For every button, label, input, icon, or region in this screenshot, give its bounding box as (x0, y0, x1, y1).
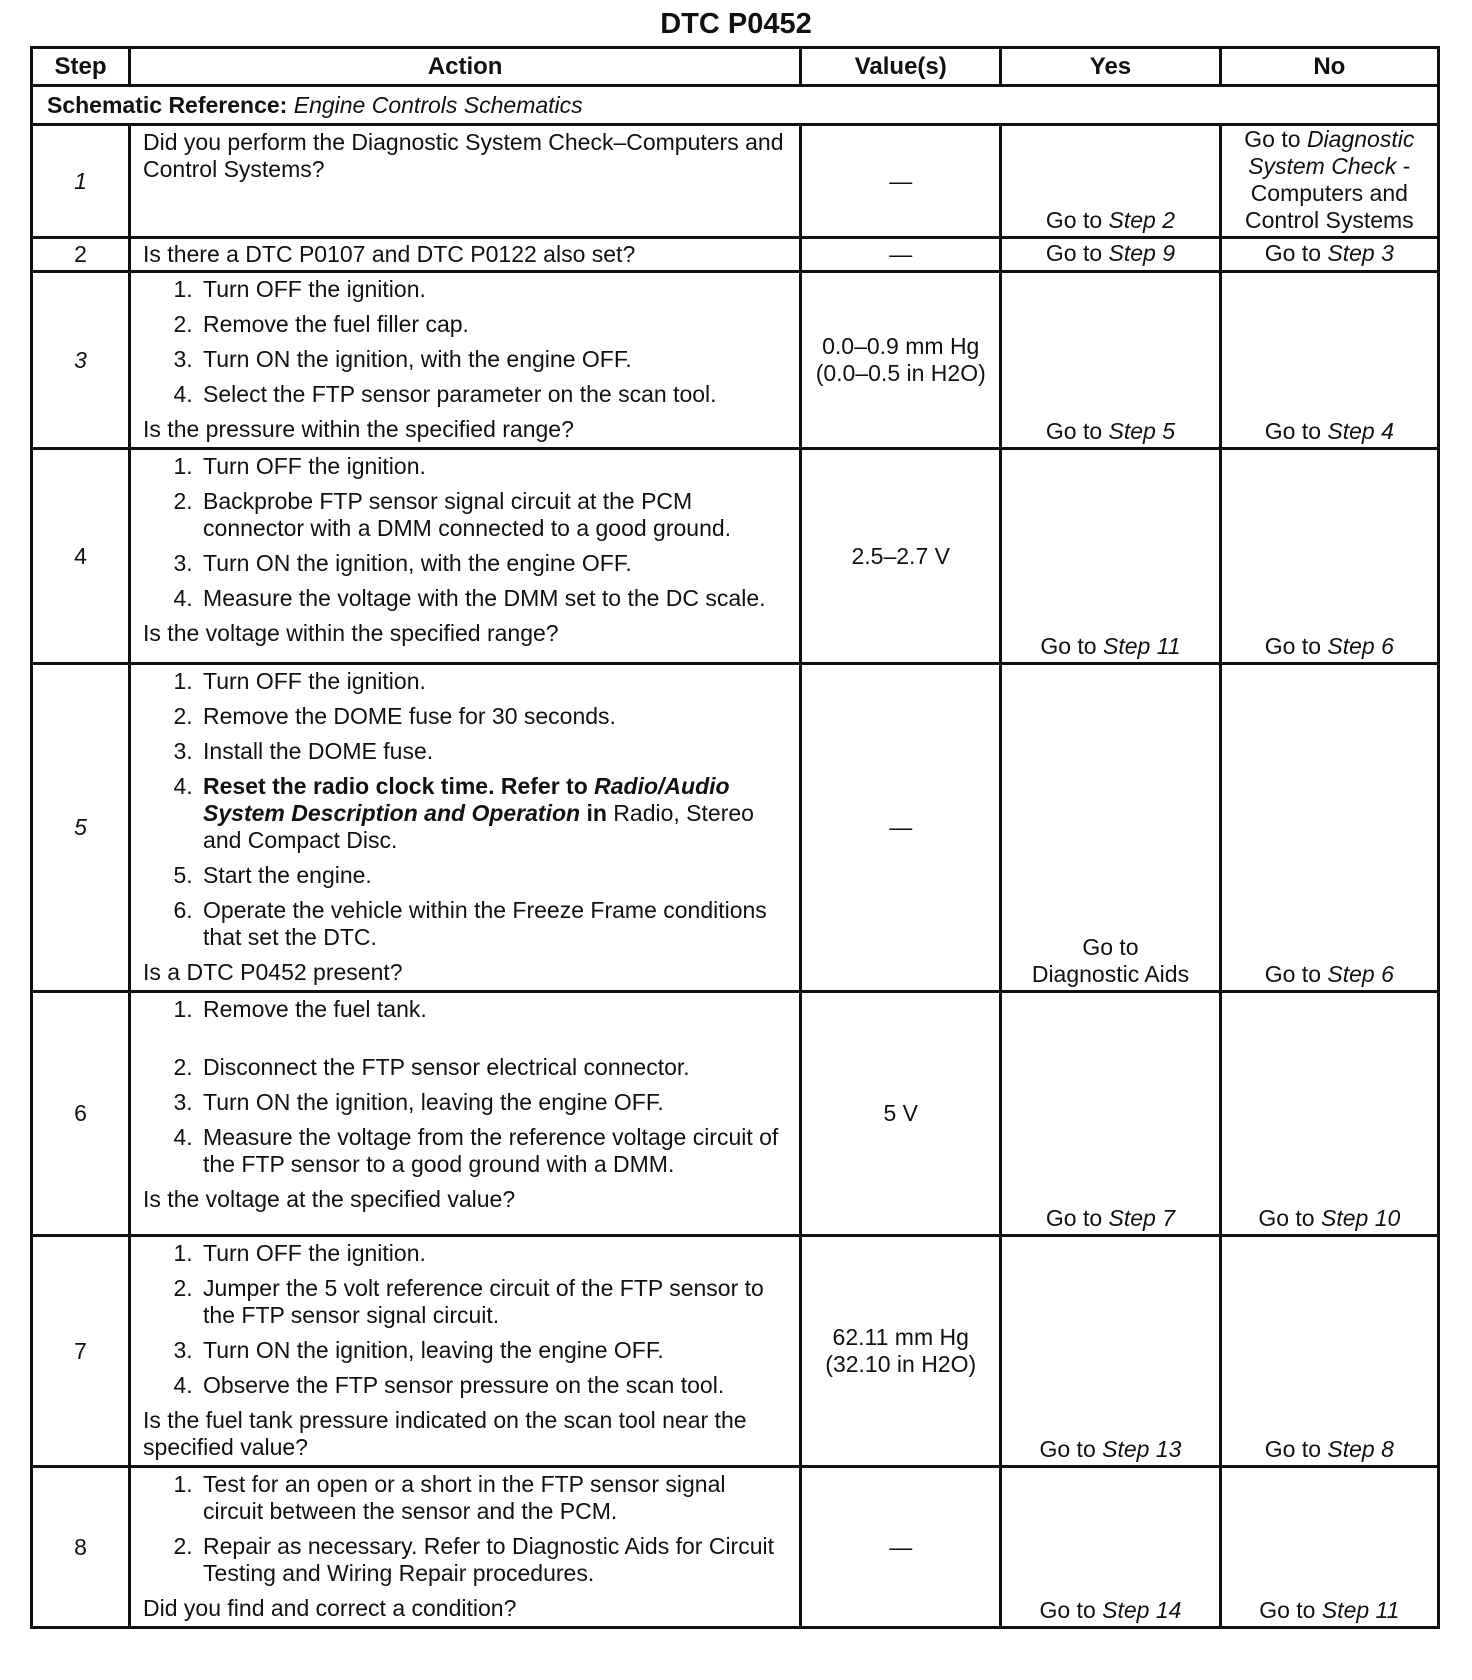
no-cell (1220, 125, 1438, 238)
header-action: Action (130, 48, 801, 86)
no-prefix: Go to (1264, 240, 1321, 266)
procedure-item: 4. Select the FTP sensor parameter on the scan tool. (199, 381, 789, 408)
schematic-reference (32, 86, 1439, 125)
value-cell: — (801, 664, 1001, 992)
procedure-item: 1. Turn OFF the ignition. (199, 453, 789, 480)
yes-target: Step 11 (1102, 633, 1181, 659)
yes-prefix: Go to (1045, 1205, 1103, 1231)
no-target: Step 11 (1321, 1597, 1400, 1623)
step-number: 8 (32, 1467, 130, 1628)
table-row (32, 238, 1439, 272)
no-prefix: Go to (1264, 961, 1321, 987)
procedure-list (143, 996, 789, 1178)
schematic-reference-label: Schematic Reference: (47, 91, 288, 118)
table-row (32, 1467, 1439, 1628)
procedure-list (143, 668, 789, 951)
no-cell (1220, 272, 1438, 449)
yes-prefix: Go to (1045, 418, 1103, 444)
procedure-list (143, 1240, 789, 1399)
yes-cell (1001, 449, 1220, 664)
procedure-item: 1. Turn OFF the ignition. (199, 1240, 789, 1267)
action-question: Is there a DTC P0107 and DTC P0122 also set? (143, 241, 636, 267)
procedure-item: 2. Jumper the 5 volt reference circuit of the FTP sensor to the FTP sensor signal circuit. (199, 1275, 789, 1329)
yes-target: Step 7 (1108, 1205, 1176, 1231)
no-prefix: Go to (1264, 1436, 1321, 1462)
procedure-text: in (586, 800, 607, 826)
header-step: Step (32, 48, 130, 86)
procedure-item: 3. Turn ON the ignition, leaving the engine OFF. (199, 1089, 789, 1116)
action-question: Is the voltage within the specified range? (143, 620, 559, 646)
no-cell (1220, 449, 1438, 664)
no-target: Step 6 (1327, 633, 1394, 659)
yes-prefix: Go to (1039, 1436, 1096, 1462)
step-number: 5 (32, 664, 130, 992)
no-target: Step 10 (1320, 1205, 1401, 1231)
yes-prefix: Go to (1039, 1597, 1096, 1623)
procedure-item: 2. Disconnect the FTP sensor electrical connector. (199, 1054, 789, 1081)
diagnostic-table (30, 46, 1440, 1629)
no-cell (1220, 664, 1438, 992)
action-question: Did you find and correct a condition? (143, 1595, 517, 1621)
no-target: Step 4 (1327, 418, 1394, 444)
value-cell: — (801, 1467, 1001, 1628)
table-row (32, 125, 1439, 238)
table-row (32, 664, 1439, 992)
table-row (32, 449, 1439, 664)
step-number: 4 (32, 449, 130, 664)
procedure-reference: Radio/Audio System Description and Operation (203, 773, 730, 826)
yes-target: Diagnostic Aids (1031, 961, 1190, 987)
action-cell (130, 664, 801, 992)
procedure-item: 1. Remove the fuel tank. (199, 996, 789, 1023)
no-prefix: Go to (1264, 418, 1321, 444)
action-question: Is a DTC P0452 present? (143, 959, 403, 985)
table-row (32, 992, 1439, 1236)
procedure-item: 1. Test for an open or a short in the FTP sensor signal circuit between the sensor and the PCM. (199, 1471, 789, 1525)
no-cell (1220, 1467, 1438, 1628)
procedure-item: 3. Turn ON the ignition, leaving the engine OFF. (199, 1337, 789, 1364)
procedure-text: Reset the radio clock time. Refer to (203, 773, 588, 799)
procedure-item: 3. Turn ON the ignition, with the engine OFF. (199, 550, 789, 577)
procedure-item: 5. Start the engine. (199, 862, 789, 889)
procedure-item: 2. Remove the DOME fuse for 30 seconds. (199, 703, 789, 730)
yes-target: Step 2 (1108, 207, 1176, 233)
value-cell: 0.0–0.9 mm Hg (0.0–0.5 in H2O) (801, 272, 1001, 449)
step-number: 6 (32, 992, 130, 1236)
procedure-item: 4. Observe the FTP sensor pressure on the scan tool. (199, 1372, 789, 1399)
procedure-item: 6. Operate the vehicle within the Freeze Frame conditions that set the DTC. (199, 897, 789, 951)
action-question: Is the fuel tank pressure indicated on the scan tool near the specified value? (143, 1407, 747, 1460)
yes-cell (1001, 992, 1220, 1236)
yes-target: Step 9 (1108, 240, 1176, 266)
yes-cell (1001, 1236, 1220, 1467)
value-cell: 5 V (801, 992, 1001, 1236)
no-target: Diagnostic System Check (1248, 126, 1415, 179)
header-row (32, 48, 1439, 86)
procedure-list (143, 453, 789, 612)
yes-cell (1001, 1467, 1220, 1628)
yes-prefix: Go to (1040, 633, 1097, 659)
procedure-item: 3. Turn ON the ignition, with the engine OFF. (199, 346, 789, 373)
yes-cell (1001, 664, 1220, 992)
action-question: Is the voltage at the specified value? (143, 1186, 516, 1212)
table-row (32, 272, 1439, 449)
schematic-reference-row (32, 86, 1439, 125)
procedure-text: Radio, Stereo and Compact Disc. (203, 800, 754, 853)
schematic-reference-link: Engine Controls Schematics (293, 91, 583, 118)
no-target: Step 8 (1327, 1436, 1394, 1462)
yes-prefix: Go to (1045, 207, 1103, 233)
action-cell (130, 449, 801, 664)
yes-prefix: Go to (1045, 240, 1103, 266)
procedure-item: 4. Measure the voltage with the DMM set to the DC scale. (199, 585, 789, 612)
value-cell: 2.5–2.7 V (801, 449, 1001, 664)
action-cell (130, 125, 801, 238)
header-values: Value(s) (801, 48, 1001, 86)
yes-target: Step 14 (1102, 1597, 1182, 1623)
action-cell (130, 1467, 801, 1628)
no-prefix: Go to (1258, 1205, 1315, 1231)
yes-target: Step 5 (1108, 418, 1176, 444)
no-cell (1220, 238, 1438, 272)
yes-cell (1001, 125, 1220, 238)
step-number: 3 (32, 272, 130, 449)
no-suffix: - Computers and Control Systems (1244, 153, 1414, 233)
yes-cell (1001, 272, 1220, 449)
procedure-list (143, 276, 789, 408)
action-cell (130, 992, 801, 1236)
value-cell: — (801, 238, 1001, 272)
action-cell (130, 1236, 801, 1467)
procedure-item: 2. Backprobe FTP sensor signal circuit at the PCM connector with a DMM connected to a good ground. (199, 488, 789, 542)
no-cell (1220, 1236, 1438, 1467)
procedure-item: 2. Remove the fuel filler cap. (199, 311, 789, 338)
no-target: Step 3 (1327, 240, 1394, 266)
yes-target: Step 13 (1102, 1436, 1182, 1462)
procedure-item: 1. Turn OFF the ignition. (199, 276, 789, 303)
action-question: Did you perform the Diagnostic System Check–Computers and Control Systems? (143, 129, 784, 182)
procedure-item: 1. Turn OFF the ignition. (199, 668, 789, 695)
step-number: 2 (32, 238, 130, 272)
header-yes: Yes (1001, 48, 1220, 86)
value-cell: — (801, 125, 1001, 238)
no-prefix: Go to (1259, 1597, 1316, 1623)
no-prefix: Go to (1264, 633, 1321, 659)
action-question: Is the pressure within the specified range? (143, 416, 574, 442)
procedure-item: 4. Measure the voltage from the reference voltage circuit of the FTP sensor to a good ground with a DMM. (199, 1124, 789, 1178)
step-number: 1 (32, 125, 130, 238)
no-cell (1220, 992, 1438, 1236)
procedure-list (143, 1471, 789, 1587)
table-row (32, 1236, 1439, 1467)
step-number: 7 (32, 1236, 130, 1467)
header-no: No (1220, 48, 1438, 86)
procedure-item: 2. Repair as necessary. Refer to Diagnostic Aids for Circuit Testing and Wiring Repair procedures. (199, 1533, 789, 1587)
action-cell (130, 238, 801, 272)
yes-cell (1001, 238, 1220, 272)
yes-prefix: Go to (1082, 934, 1139, 960)
action-cell (130, 272, 801, 449)
no-target: Step 6 (1327, 961, 1394, 987)
procedure-item (199, 773, 789, 854)
value-cell: 62.11 mm Hg (32.10 in H2O) (801, 1236, 1001, 1467)
no-prefix: Go to (1244, 126, 1301, 152)
page-title: DTC P0452 (660, 8, 812, 40)
procedure-item: 3. Install the DOME fuse. (199, 738, 789, 765)
